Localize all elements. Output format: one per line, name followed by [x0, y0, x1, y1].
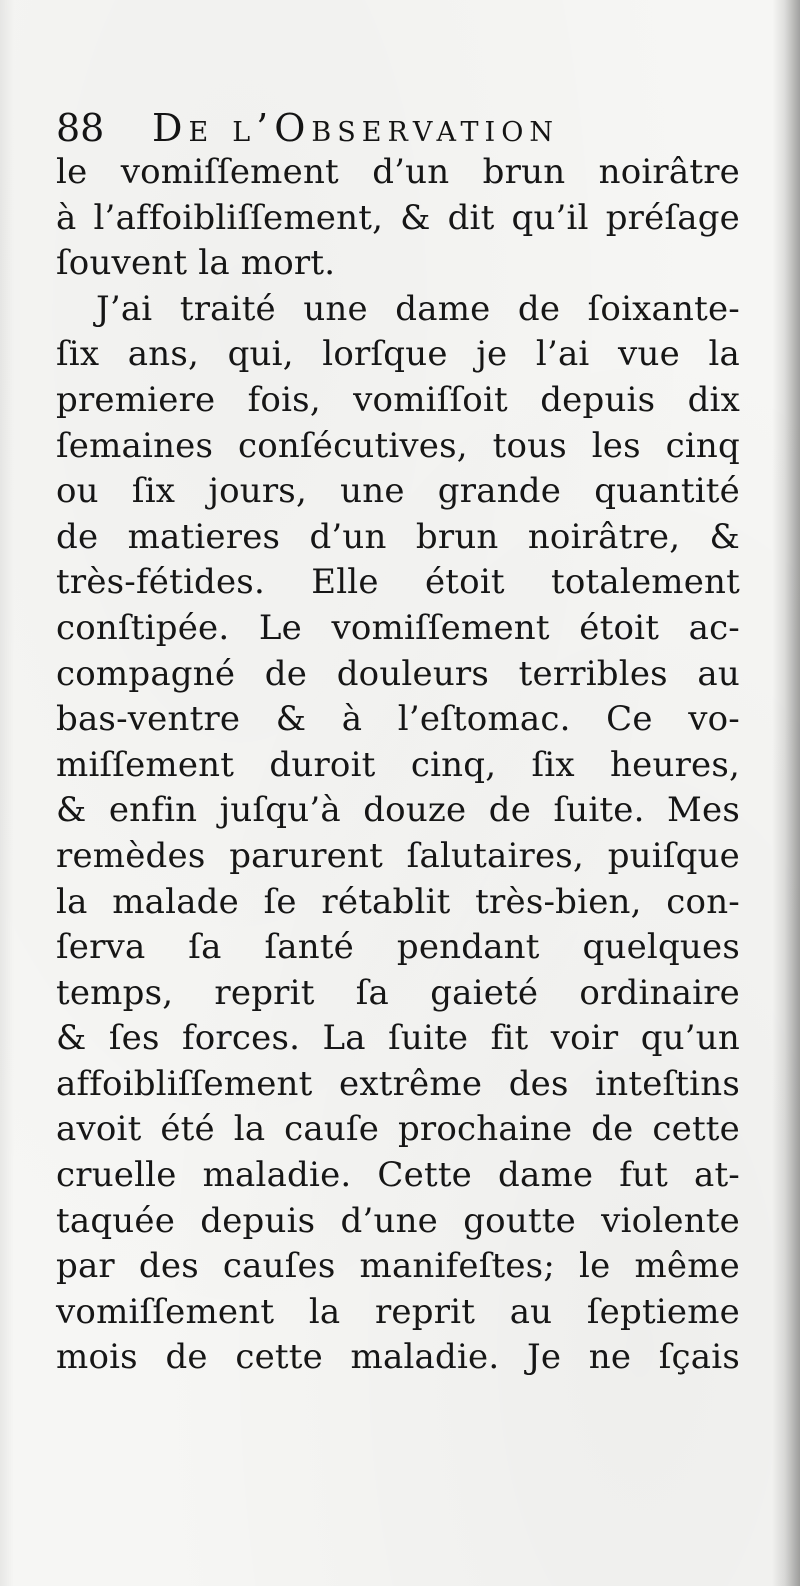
text-line: de matieres d’un brun noirâtre, &	[56, 516, 740, 557]
text-line: ſouvent la mort.	[56, 243, 336, 284]
text-line: vomiſſement la reprit au ſeptieme	[56, 1291, 740, 1332]
text-line: le vomiſſement d’un brun noirâtre	[56, 152, 740, 192]
text-line: cruelle maladie. Cette dame fut at-	[56, 1155, 740, 1196]
text-line: miſſement duroit cinq, ſix heures,	[56, 744, 740, 785]
running-head-title: De l’Observation	[152, 106, 559, 150]
page-right-edge-shadow	[772, 0, 800, 1586]
text-line: temps, reprit ſa gaieté ordinaire	[56, 972, 740, 1013]
text-line: affoibliſſement extrême des inteſtins	[56, 1063, 740, 1104]
text-line: mois de cette maladie. Je ne ſçais	[56, 1337, 740, 1378]
text-line: taquée depuis d’une goutte violente	[56, 1200, 740, 1241]
text-line: conſtipée. Le vomiſſement étoit ac-	[56, 607, 740, 648]
text-line: J’ai traité une dame de ſoixante-	[96, 288, 740, 329]
text-line: ſerva ſa ſanté pendant quelques	[56, 927, 740, 968]
text-line: ſix ans, qui, lorſque je l’ai vue la	[56, 334, 740, 375]
running-head	[56, 100, 746, 156]
text-line: compagné de douleurs terribles au	[56, 653, 740, 694]
body-text	[56, 150, 740, 1381]
text-line: la malade ſe rétablit très-bien, con-	[56, 881, 740, 922]
text-line: remèdes parurent ſalutaires, puiſque	[56, 835, 740, 876]
page-number: 88	[56, 106, 105, 150]
text-line: & enfin juſqu’à douze de ſuite. Mes	[56, 790, 740, 831]
page-left-edge-shadow	[0, 0, 14, 1586]
text-line: à l’affoibliſſement, & dit qu’il préſage	[56, 197, 740, 238]
text-line: ou ſix jours, une grande quantité	[56, 471, 740, 512]
text-line: premiere fois, vomiſſoit depuis dix	[56, 379, 740, 420]
text-line: avoit été la cauſe prochaine de cette	[56, 1109, 740, 1150]
text-line: bas-ventre & à l’eſtomac. Ce vo-	[56, 699, 740, 740]
text-line: & ſes forces. La ſuite fit voir qu’un	[56, 1018, 740, 1059]
text-line: par des cauſes manifeſtes; le même	[56, 1246, 740, 1287]
text-line: ſemaines conſécutives, tous les cinq	[56, 425, 740, 466]
text-line: très-fétides. Elle étoit totalement	[56, 562, 740, 603]
